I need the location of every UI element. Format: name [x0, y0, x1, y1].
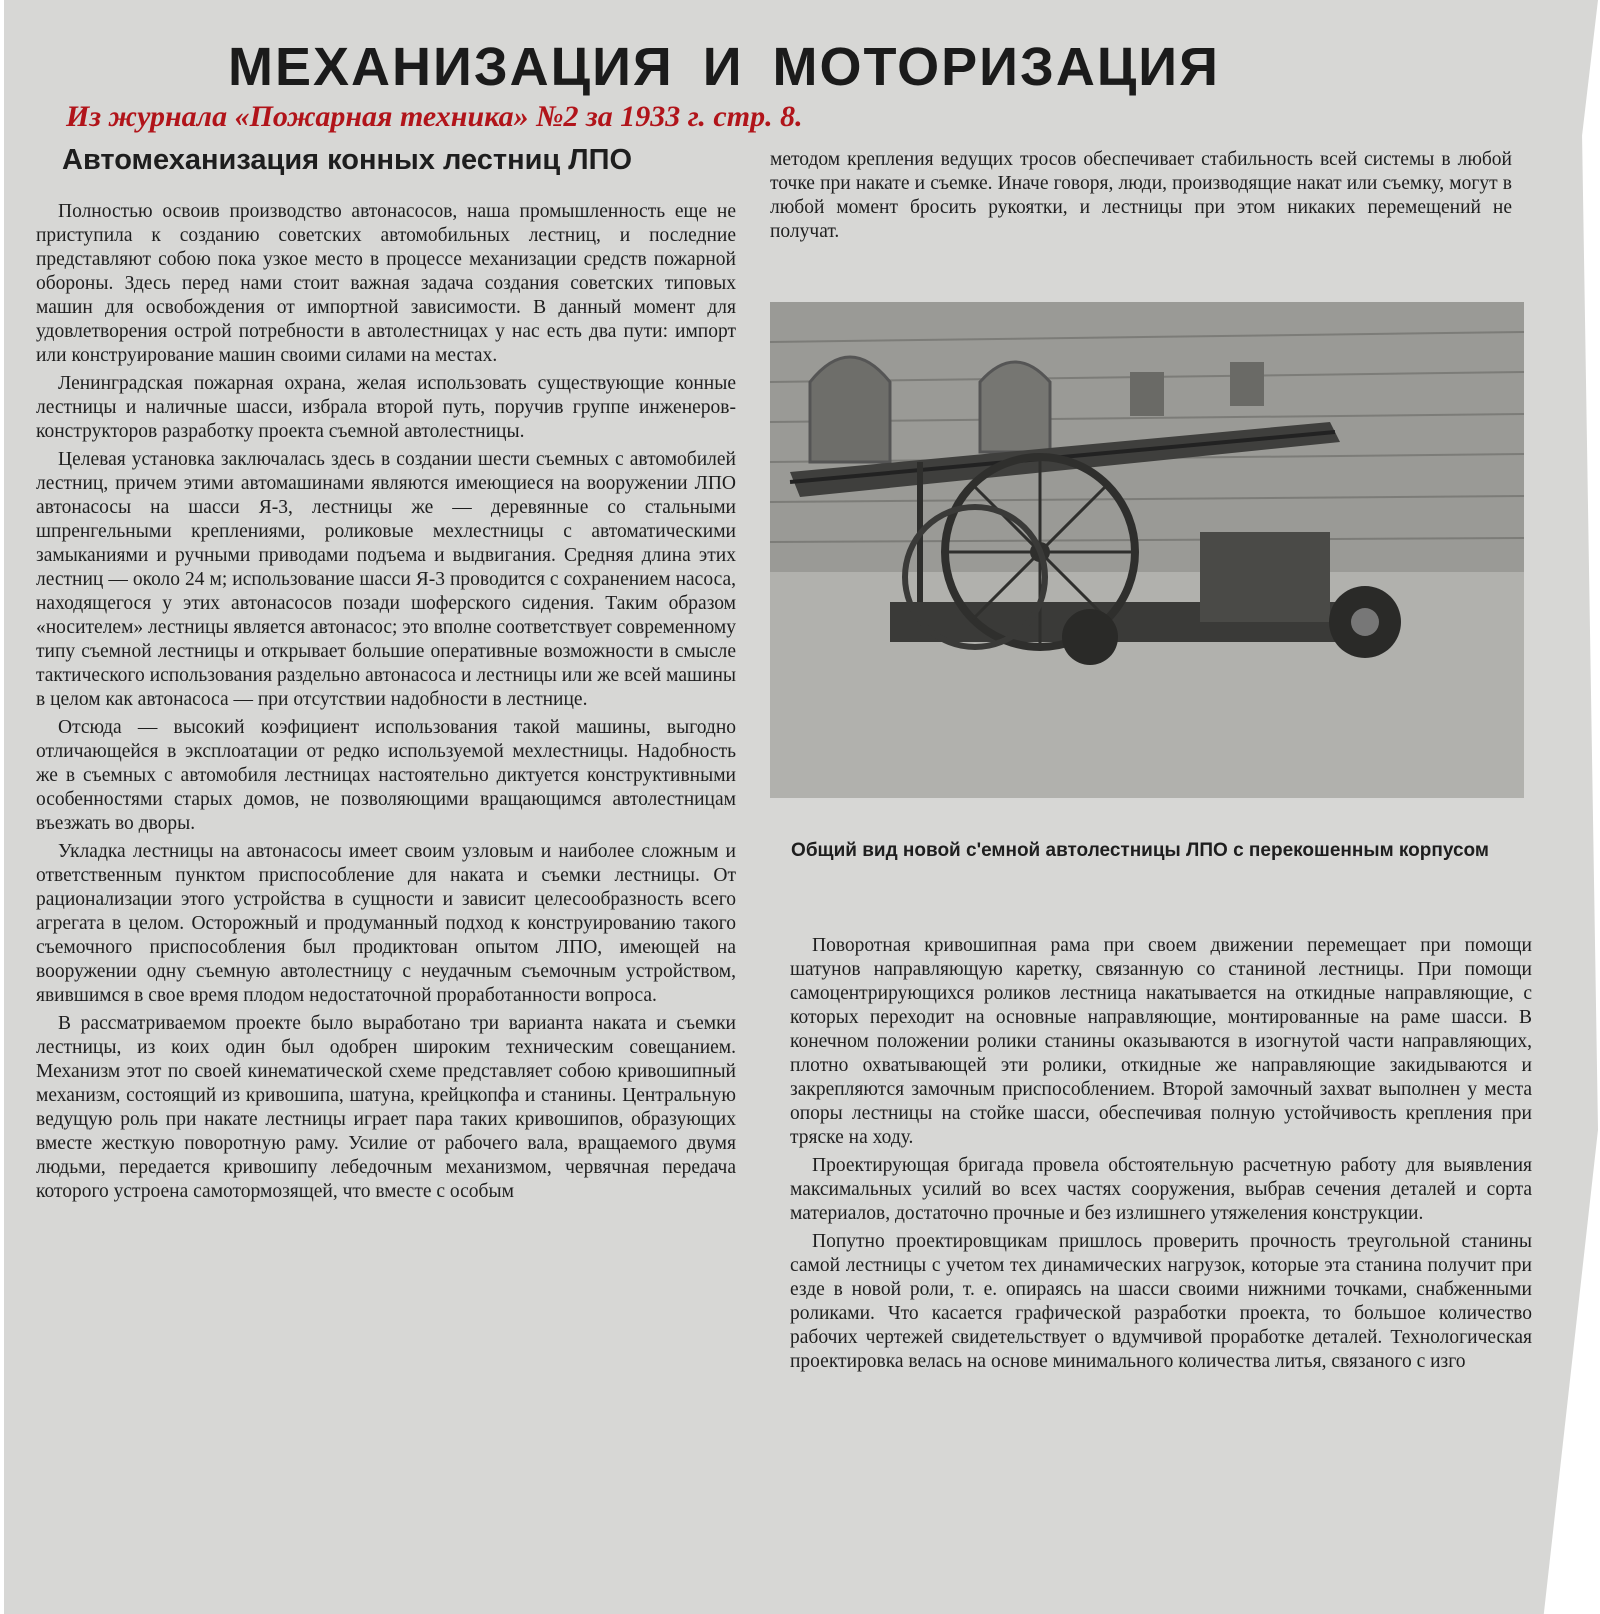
article-paragraph: Укладка лестницы на автонасосы имеет своим узловым и наиболее сложным и ответственным пунктом приспособление для наката и съемки лестницы. От рационализации этого устройства в сущности и зависит целесообразность всего агрегата в целом. Осторожный и продуманный подход к конструированию такого съемочного приспособления был продиктован опытом ЛПО, имеющей на вооружении одну съемную автолестницу с неудачным съемочным устройством, явившимся в свое время плодом недостаточной проработанности вопроса.: [36, 841, 736, 1006]
photo-caption: Общий вид новой с'емной автолестницы ЛПО с перекошенным корпусом: [791, 840, 1489, 861]
article-paragraph: Попутно проектировщикам пришлось проверить прочность треугольной станины самой лестницы с учетом тех динамических нагрузок, которые эта станина получит при езде в новой роли, т. е. опираясь на шасси своими нижними точками, снабженными роликами. Что касается графической разработки проекта, то большое количество рабочих чертежей свидетельствует о вдумчивой проработке деталей. Технологическая проектировка велась на основе минимального количества литья, связаного с изго: [790, 1231, 1532, 1372]
article-paragraph: Отсюда — высокий коэфициент использования такой машины, выгодно отличающейся в эксплоатации от редко используемой мехлестницы. Надобность же в съемных с автомобиля лестницах настоятельно диктуется конструктивными особенностями старых домов, не позволяющими вращающимся автолестницам въезжать во дворы.: [36, 717, 736, 834]
article-paragraph: Поворотная кривошипная рама при своем движении перемещает при помощи шатунов направляющую каретку, связанную со станиной лестницы. При помощи самоцентрирующихся роликов лестница накатывается на откидные направляющие, с которых переходит на основные направляющие, монтированные на раме шасси. В конечном положении ролики станины оказываются в изогнутой части направляющих, плотно охватывающей эти ролики, откидные же направляющие закидываются и закрепляются замочным приспособлением. Второй замочный захват выполнен у места опоры лестницы на стойке шасси, обеспечивая полную устойчивость крепления при тряске на ходу.: [790, 935, 1532, 1148]
page-headline: МЕХАНИЗАЦИЯ И МОТОРИЗАЦИЯ: [228, 37, 1220, 97]
photo-illustration: [770, 302, 1524, 798]
fire-ladder-truck-photo: [770, 302, 1524, 798]
article-left-column: [36, 200, 736, 1204]
source-note: Из журнала «Пожарная техника» №2 за 1933 г. стр. 8.: [66, 100, 803, 133]
article-paragraph: Ленинградская пожарная охрана, желая использовать существующие конные лестницы и наличные шасси, избрала второй путь, поручив группе инженеров-конструкторов разработку проекта съемной автолестницы.: [36, 373, 736, 442]
article-paragraph: Целевая установка заключалась здесь в создании шести съемных с автомобилей лестниц, причем этими автомашинами являются имеющиеся на вооружении ЛПО автонасосы на шасси Я-3, лестницы же — деревянные со стальными шпренгельными креплениями, роликовые мехлестницы с автоматическими замыканиями и ручными приводами подъема и выдвигания. Средняя длина этих лестниц — около 24 м; использование шасси Я-3 проводится с сохранением насоса, находящегося у этих автонасосов позади шоферского сидения. Таким образом «носителем» лестницы является автонасос; это вполне соответствует современному типу съемной лестницы и открывает большие оперативные возможности в смысле тактического использования раздельно автонасоса и лестницы или же всей машины в целом как автонасоса — при отсутствии надобности в лестнице.: [36, 449, 736, 710]
article-paragraph: методом крепления ведущих тросов обеспечивает стабильность всей системы в любой точке при накате и съемке. Иначе говоря, люди, производящие накат или съемку, могут в любой момент бросить рукоятки, и лестницы при этом никаких перемещений не получат.: [770, 149, 1512, 242]
article-paragraph: В рассматриваемом проекте было выработано три варианта наката и съемки лестницы, из коих один был одобрен широким техническим совещанием. Механизм этот по своей кинематической схеме представляет собою кривошипный механизм, состоящий из кривошипа, шатуна, крейцкопфа и станины. Центральную ведущую роль при накате лестницы играет пара таких кривошипов, образующих вместе жесткую поворотную раму. Усилие от рабочего вала, вращаемого двумя людьми, передается кривошипу лебедочным механизмом, червячная передача которого устроена самотормозящей, что вместе с особым: [36, 1013, 736, 1202]
article-paragraph: Проектирующая бригада провела обстоятельную расчетную работу для выявления максимальных усилий во всех частях сооружения, выбрав сечения деталей и сорта материалов, достаточно прочные и без излишнего утяжеления конструкции.: [790, 1155, 1532, 1224]
article-right-column-top: [770, 148, 1512, 244]
article-right-column-bottom: [790, 934, 1532, 1374]
article-title: Автомеханизация конных лестниц ЛПО: [62, 144, 633, 176]
article-paragraph: Полностью освоив производство автонасосов, наша промышленность еще не приступила к созданию советских автомобильных лестниц, и последние представляют собою пока узкое место в процессе механизации средств пожарной обороны. Здесь перед нами стоит важная задача создания советских типовых машин для освобождения от импортной зависимости. В данный момент для удовлетворения острой потребности в автолестницах у нас есть два пути: импорт или конструирование машин своими силами на местах.: [36, 201, 736, 366]
